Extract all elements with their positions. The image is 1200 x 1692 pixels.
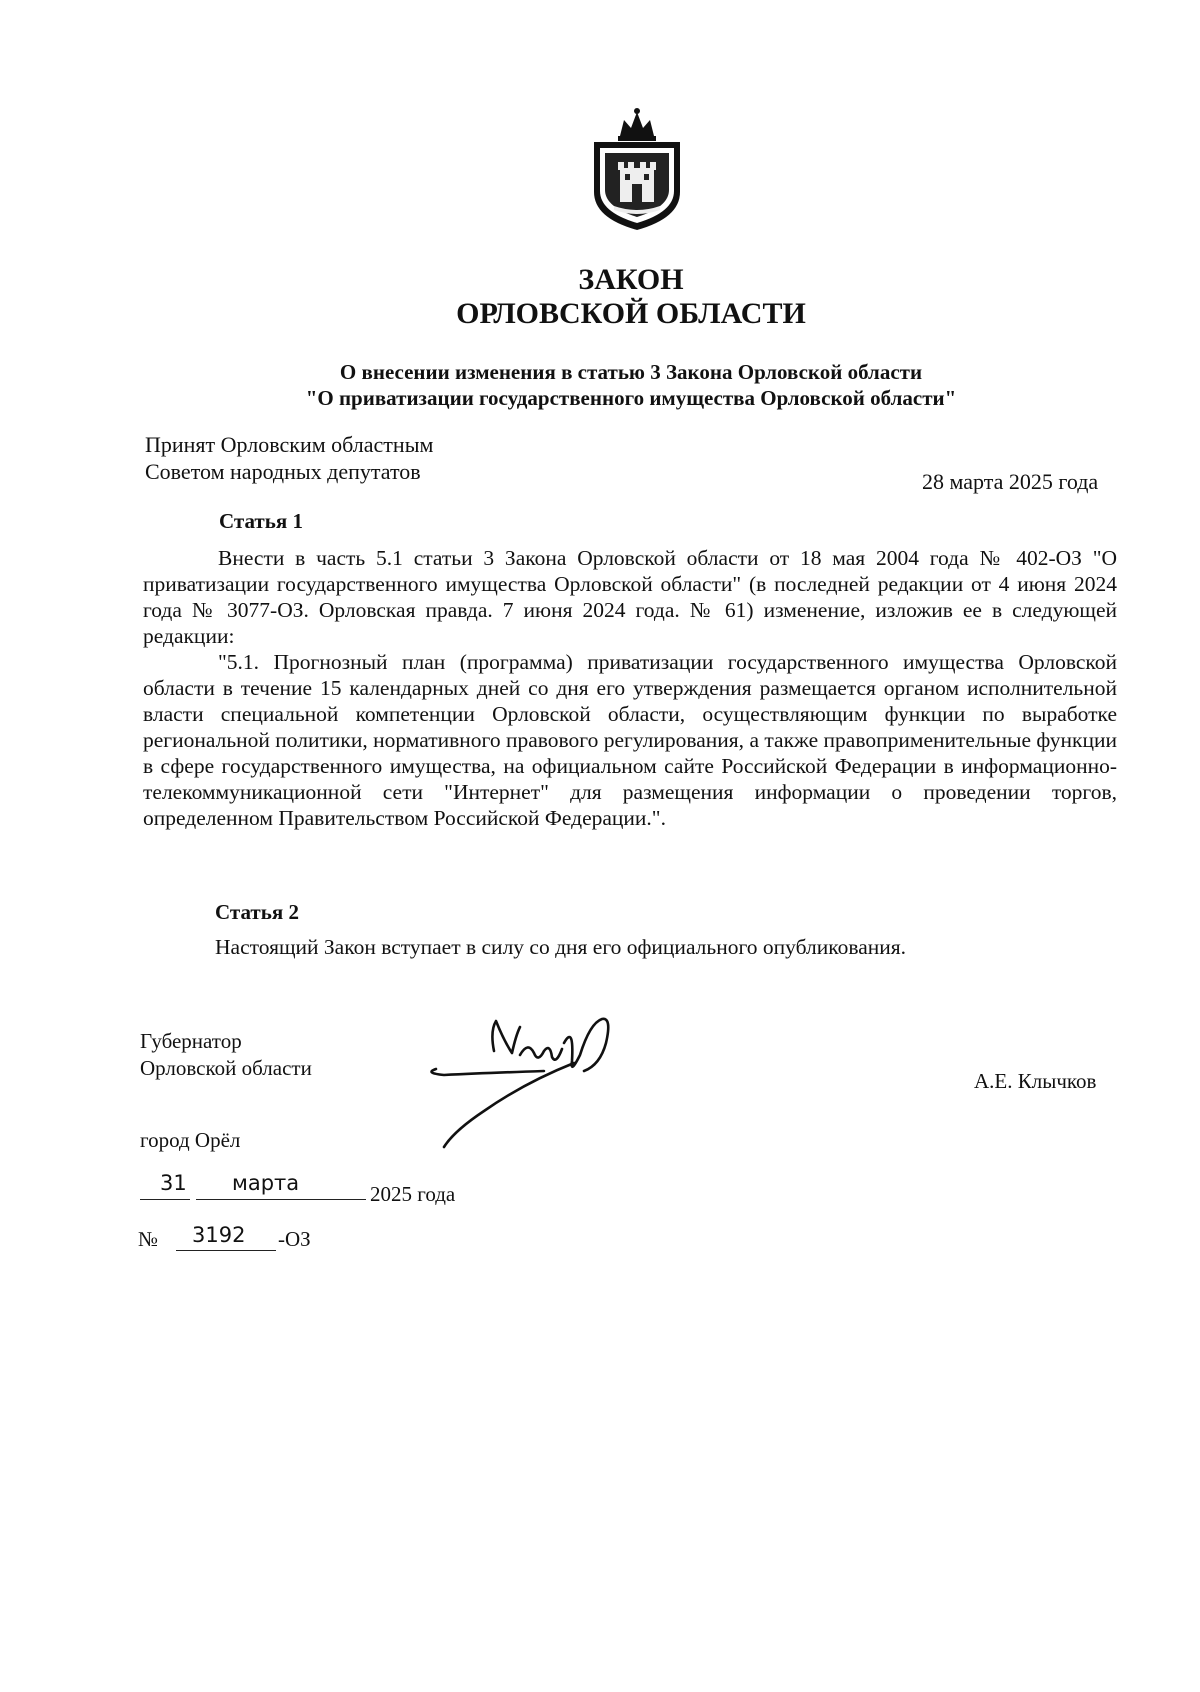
governor-name: А.Е. Клычков: [974, 1069, 1097, 1093]
signing-day: 31: [160, 1171, 187, 1195]
article1-body: [143, 545, 1117, 831]
adoption-line2: Советом народных депутатов: [145, 459, 421, 484]
signing-month: марта: [232, 1171, 300, 1195]
article1-heading: Статья 1: [219, 509, 303, 533]
number-prefix: №: [138, 1227, 159, 1251]
article2-text: Настоящий Закон вступает в силу со дня его официального опубликования.: [215, 935, 907, 959]
city: город Орёл: [140, 1128, 241, 1152]
document-subtitle-line2: "О приватизации государственного имущества Орловской области": [305, 386, 957, 410]
article1-new-text: "5.1. Прогнозный план (программа) приватизации государственного имущества Орловской области в течение 15 календарных дней со дня его утверждения размещается органом исполнительной власти специальной компетенции Орловской области, осуществляющим функции по выработке региональной политики, нормативного правового регулирования, а также правоприменительные функции в сфере государственного имущества, на официальном сайте Российской Федерации в информационно-телекоммуникационной сети "Интернет" для размещения информации о проведении торгов, определенном Правительством Российской Федерации.".: [143, 650, 1117, 830]
adoption-line1: Принят Орловским областным: [145, 432, 434, 457]
number-suffix: -ОЗ: [278, 1227, 311, 1251]
adoption-date: 28 марта 2025 года: [922, 469, 1099, 494]
document-title-line2: ОРЛОВСКОЙ ОБЛАСТИ: [456, 297, 806, 330]
day-underline: [140, 1199, 190, 1200]
governor-position-line1: Губернатор: [140, 1029, 242, 1053]
document-title-line1: ЗАКОН: [578, 263, 684, 296]
article1-intro: Внести в часть 5.1 статьи 3 Закона Орловской области от 18 мая 2004 года № 402-ОЗ "О приватизации государственного имущества Орловской области" (в последней редакции от 4 июня 2024 года № 3077-ОЗ. Орловская правда. 7 июня 2024 года. № 61) изменение, изложив ее в следующей редакции:: [143, 546, 1117, 648]
law-number: 3192: [192, 1223, 246, 1247]
coat-of-arms-emblem: [584, 106, 690, 234]
handwritten-signature: [424, 1013, 654, 1149]
document-subtitle-line1: О внесении изменения в статью 3 Закона Орловской области: [339, 360, 923, 384]
signing-year: 2025 года: [370, 1182, 456, 1206]
number-underline: [176, 1250, 276, 1251]
governor-position-line2: Орловской области: [140, 1056, 312, 1080]
article2-heading: Статья 2: [215, 900, 299, 924]
month-underline: [196, 1199, 366, 1200]
